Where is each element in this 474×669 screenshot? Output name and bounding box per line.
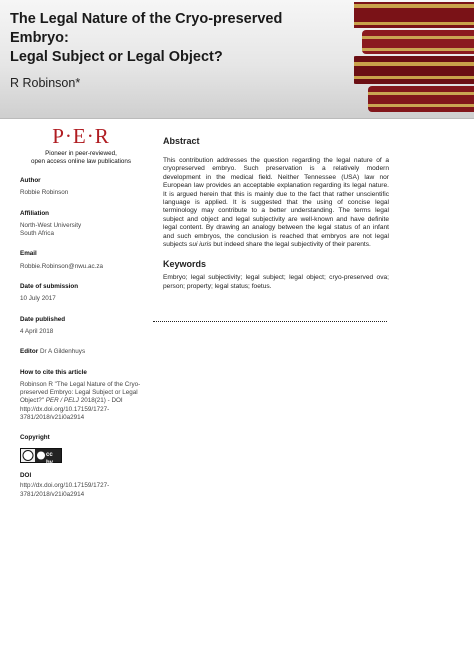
per-logo: P·E·R [52, 124, 110, 148]
keywords-heading: Keywords [163, 259, 207, 270]
citation-text: Robinson R "The Legal Nature of the Cryo-preserved Embryo: Legal Subject or Legal Object?" PER / PELJ 2018(21) - DOI http://dx.doi.org/10.17159/1727-3781/2018/v21i0a2914 [20, 380, 141, 422]
submission-date-label: Date of submission [20, 283, 79, 291]
header-banner [0, 0, 474, 118]
doi-label: DOI [20, 471, 32, 479]
abstract-text: This contribution addresses the question regarding the legal nature of a cryopreserved embryo. Such preservation is a relatively modern development in the medical field. Neither Tennessee (USA) law nor European law provides an acceptable explanation regarding its legal nature. It is argued herein that this is mainly due to the fact that rather unscientific language is applied. It is suggested that the using of concise legal terminology may contribute to a better understanding. The terms legal subject and object and legal subjectivity are well-known and have definite legal content. By drawing an analogy between the legal status of an infant and such embryos, the conclusion is reached that embryos are not legal subjects sui iuris but indeed share the legal subjectivity of their parents. [163, 157, 389, 249]
editor-value: Dr A Gildenhuys [39, 348, 86, 356]
published-date-label: Date published [20, 315, 66, 323]
dotted-divider [153, 321, 387, 322]
published-date-value: 4 April 2018 [20, 327, 54, 335]
cc-license-text: cc by [46, 451, 54, 466]
affiliation-label: Affiliation [20, 209, 50, 217]
copyright-label: Copyright [20, 434, 50, 442]
header-divider [0, 118, 474, 119]
keywords-text: Embryo; legal subjectivity; legal subject; legal object; cryo-preserved ova; person; property; legal status; foetus. [163, 274, 389, 290]
citation-label: How to cite this article [20, 368, 87, 376]
logo-tagline: Pioneer in peer-reviewed, open access online law publications [30, 150, 132, 165]
sidebar [20, 124, 142, 499]
email-link[interactable]: Robbie.Robinson@nwu.ac.za [20, 262, 104, 270]
editor-row [20, 348, 142, 356]
cc-by-license-badge[interactable] [20, 448, 62, 466]
doi-link[interactable]: http://dx.doi.org/10.17159/1727-3781/2018/v21i0a2914 [20, 482, 110, 498]
author-value: Robbie Robinson [20, 189, 69, 197]
article-author: R Robinson* [10, 76, 81, 90]
main-content [163, 136, 389, 291]
abstract-heading: Abstract [163, 136, 200, 146]
books-image [354, 0, 474, 118]
author-label: Author [20, 177, 41, 184]
article-title: The Legal Nature of the Cryo-preserved Embryo: Legal Subject or Legal Object? [10, 11, 283, 65]
submission-date-value: 10 July 2017 [20, 295, 56, 303]
email-label: Email [20, 250, 37, 258]
affiliation-value: North-West University South Africa [20, 221, 82, 238]
editor-label: Editor [20, 348, 39, 356]
